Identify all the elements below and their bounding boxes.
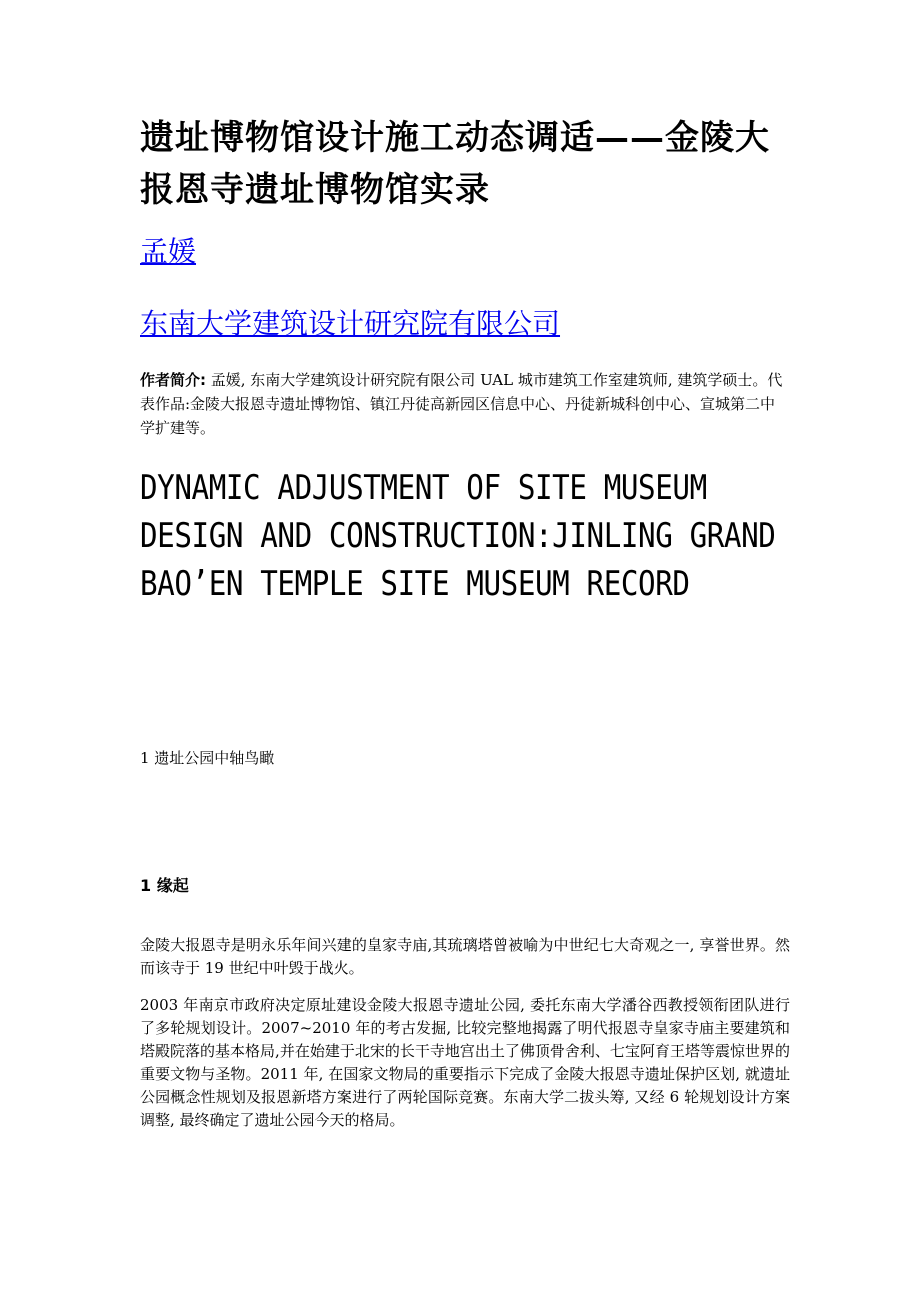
section-heading: 1 缘起 bbox=[140, 876, 189, 895]
body-paragraph: 2003 年南京市政府决定原址建设金陵大报恩寺遗址公园, 委托东南大学潘谷西教授领衔团队进行了多轮规划设计。2007~2010 年的考古发掘, 比较完整地揭露了明代报恩寺皇家寺庙主要建筑和塔殿院落的基本格局,并在始建于北宋的长干寺地宫出土了佛顶骨舍利、七宝阿育王塔等震惊世界的重要文物与圣物。2011 年, 在国家文物局的重要指示下完成了金陵大报恩寺遗址保护区划, 就遗址公园概念性规划及报恩新塔方案进行了两轮国际竞赛。东南大学二拔头筹, 又经 6 轮规划设计方案调整, 最终确定了遗址公园今天的格局。 bbox=[140, 996, 790, 1129]
organization-link[interactable]: 东南大学建筑设计研究院有限公司 bbox=[140, 307, 561, 340]
author-bio-label: 作者简介: bbox=[140, 371, 206, 389]
author-link[interactable]: 孟媛 bbox=[140, 235, 197, 268]
author-bio-text: 孟媛, 东南大学建筑设计研究院有限公司 UAL 城市建筑工作室建筑师, 建筑学硕士。代表作品:金陵大报恩寺遗址博物馆、镇江丹徒高新园区信息中心、丹徒新城科创中心、宣城第二中学扩建等。 bbox=[140, 371, 783, 437]
body-paragraph: 金陵大报恩寺是明永乐年间兴建的皇家寺庙,其琉璃塔曾被喻为中世纪七大奇观之一, 享誉世界。然而该寺于 19 世纪中叶毁于战火。 bbox=[140, 936, 790, 977]
chinese-title: 遗址博物馆设计施工动态调适——金陵大报恩寺遗址博物馆实录 bbox=[140, 118, 770, 210]
author-bio bbox=[140, 368, 790, 440]
figure-caption: 1 遗址公园中轴鸟瞰 bbox=[140, 749, 275, 767]
english-title: DYNAMIC ADJUSTMENT OF SITE MUSEUM DESIGN AND CONSTRUCTION:JINLING GRAND BAO’EN TEMPLE SITE MUSEUM RECORD bbox=[140, 468, 776, 604]
